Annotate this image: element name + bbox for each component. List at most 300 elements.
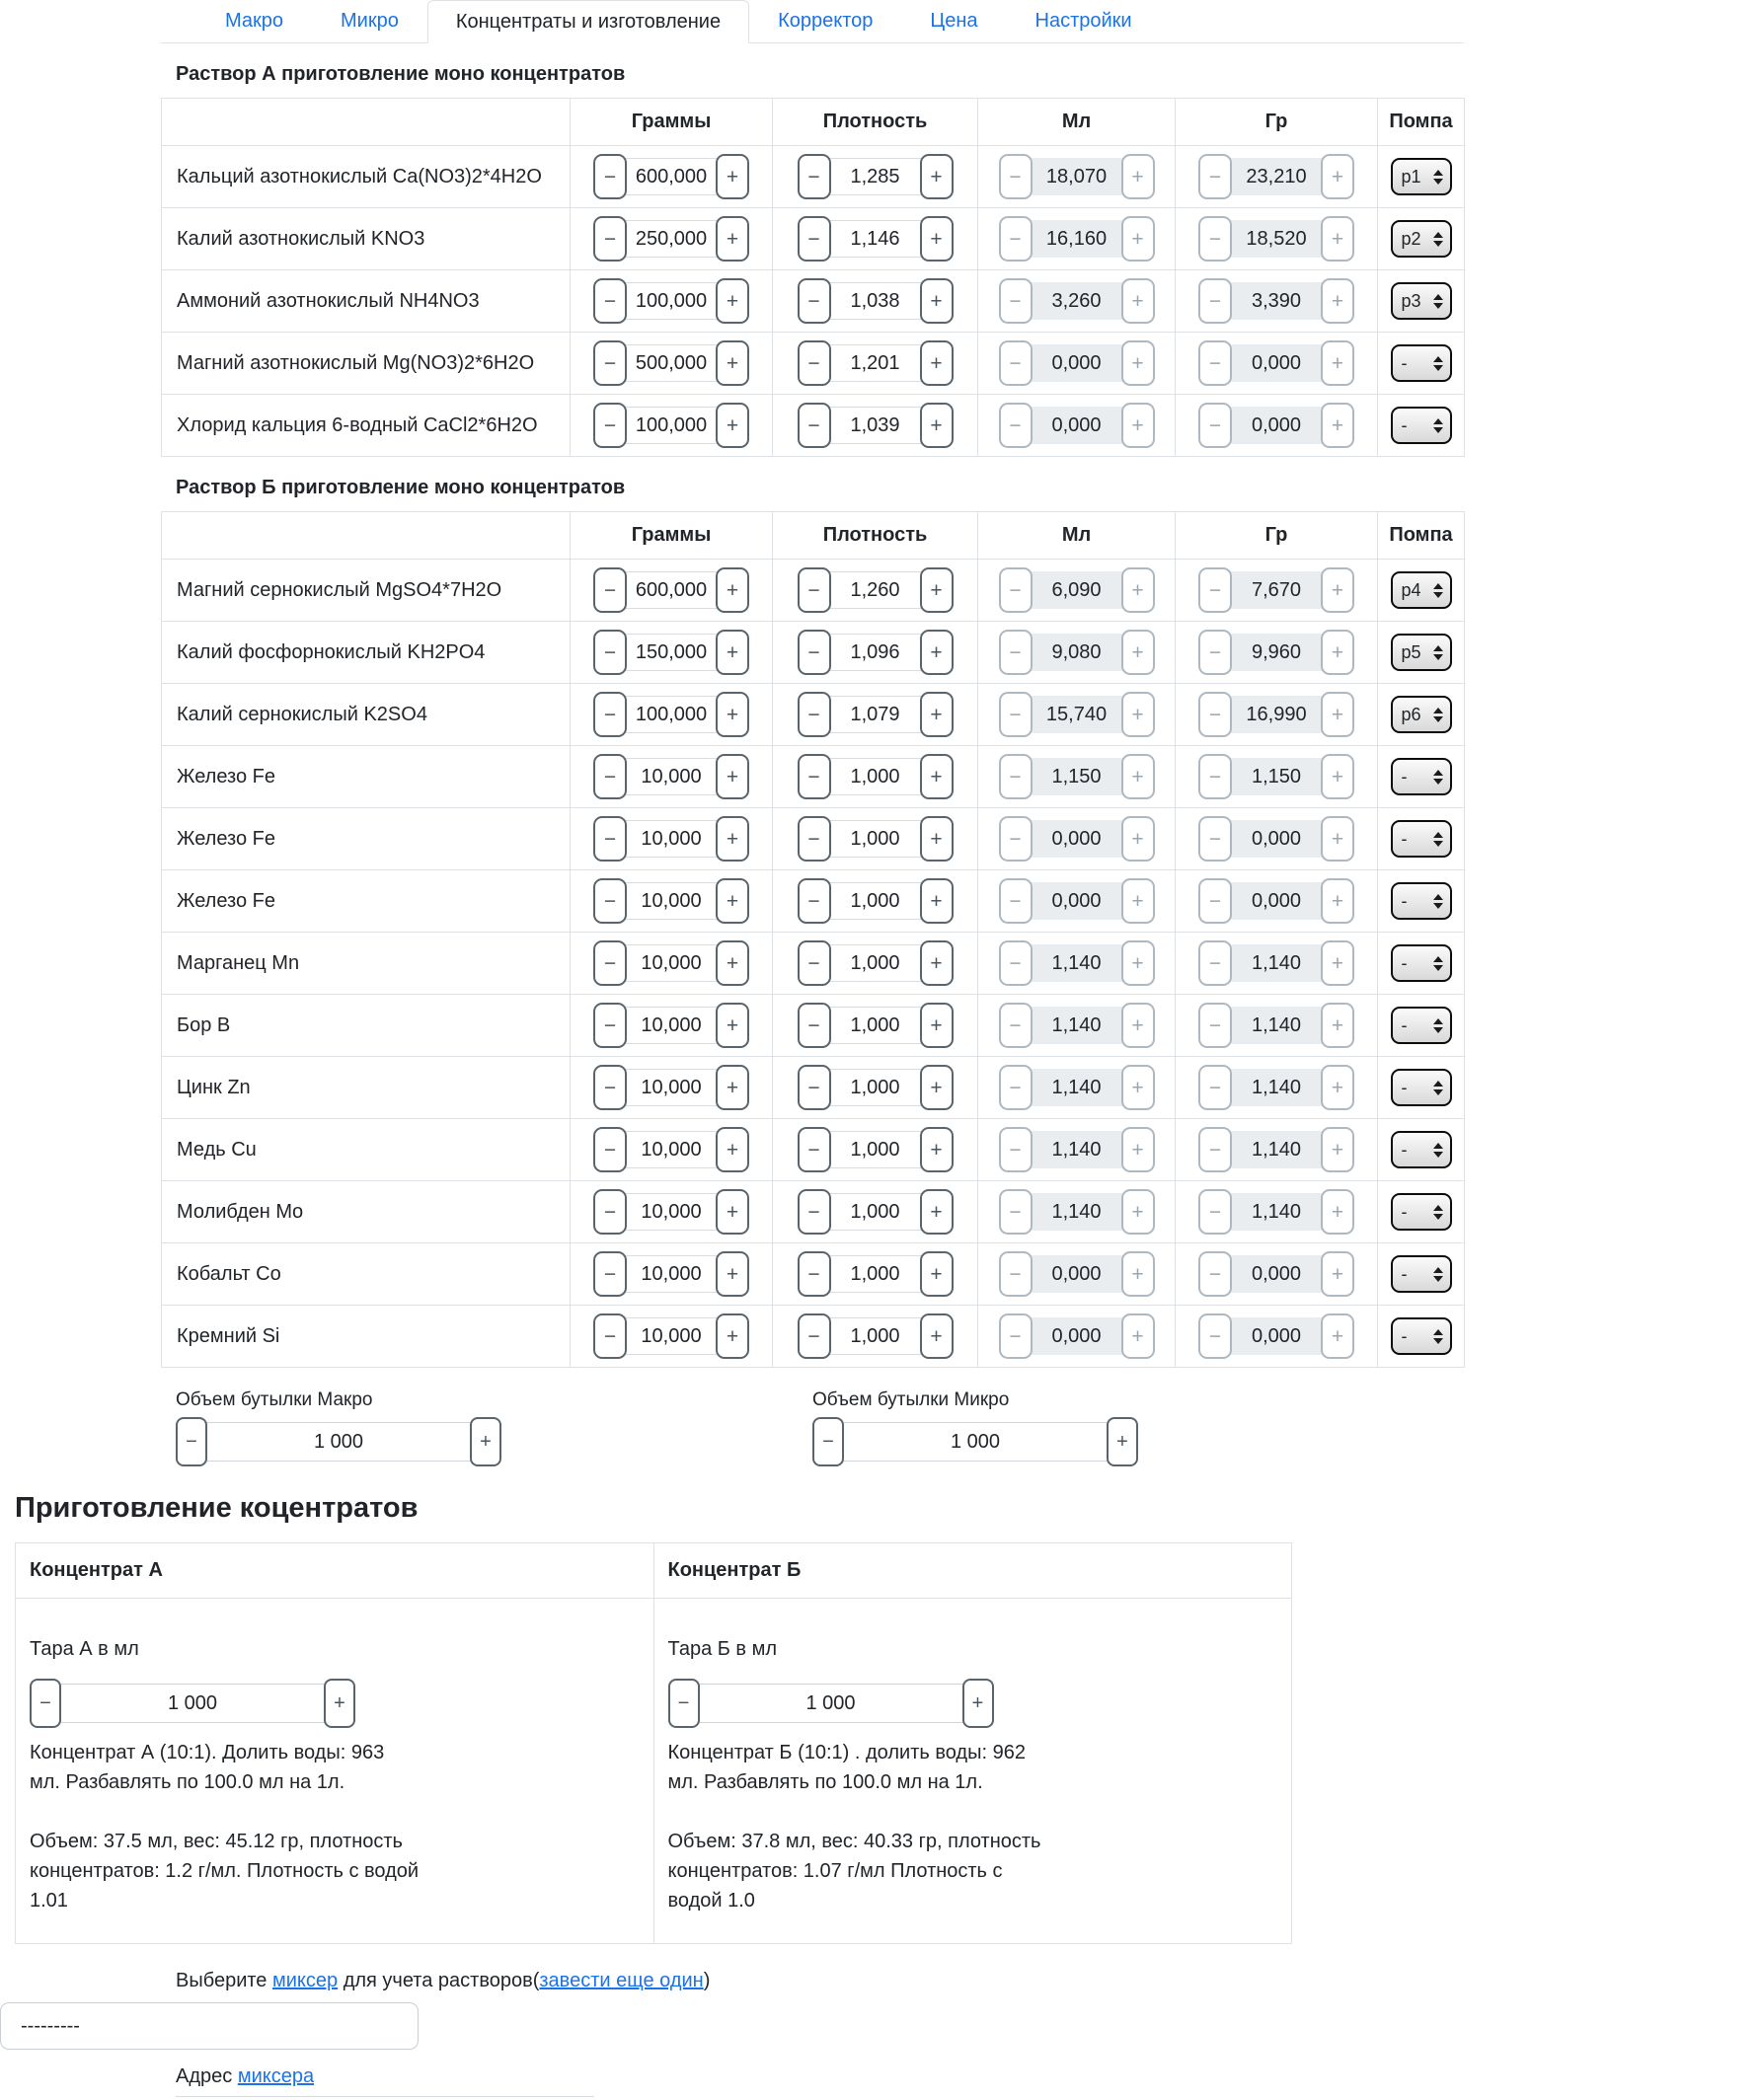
ml-increment-button[interactable]: + xyxy=(1121,1313,1155,1359)
gr-input xyxy=(1225,634,1328,671)
grams-stepper xyxy=(593,940,749,986)
tab-2[interactable]: Концентраты и изготовление xyxy=(427,0,749,43)
gr-decrement-button[interactable]: − xyxy=(1198,878,1232,924)
density-input[interactable] xyxy=(824,1193,927,1231)
gr-increment-button[interactable]: + xyxy=(1321,1003,1354,1048)
ml-stepper xyxy=(999,816,1155,862)
gr-stepper xyxy=(1198,340,1354,386)
ml-decrement-button[interactable]: − xyxy=(999,1003,1033,1048)
table-row xyxy=(162,1306,1465,1368)
density-decrement-button[interactable]: − xyxy=(798,630,831,675)
grams-increment-button[interactable]: + xyxy=(716,878,749,924)
ml-increment-button[interactable]: + xyxy=(1121,1251,1155,1297)
section-b-title: Раствор Б приготовление моно концентратов xyxy=(176,477,626,498)
grams-increment-button[interactable]: + xyxy=(716,754,749,799)
grams-increment-button[interactable]: + xyxy=(716,816,749,862)
tab-3[interactable]: Корректор xyxy=(778,10,874,32)
density-input[interactable] xyxy=(824,1131,927,1168)
grams-decrement-button[interactable]: − xyxy=(593,154,627,199)
grams-decrement-button[interactable]: − xyxy=(593,692,627,737)
density-stepper xyxy=(798,1251,954,1297)
grams-input[interactable] xyxy=(620,634,723,671)
grams-input[interactable] xyxy=(620,1193,723,1231)
density-increment-button[interactable]: + xyxy=(920,1313,954,1359)
grams-input[interactable] xyxy=(620,1131,723,1168)
ml-input xyxy=(1026,820,1128,858)
ml-increment-button[interactable]: + xyxy=(1121,816,1155,862)
grams-input[interactable] xyxy=(620,158,723,195)
grams-input[interactable] xyxy=(620,344,723,382)
gr-increment-button[interactable]: + xyxy=(1321,1313,1354,1359)
gr-decrement-button[interactable]: − xyxy=(1198,567,1232,613)
density-stepper xyxy=(798,1127,954,1172)
mixer-text: Выберите xyxy=(176,1970,272,1991)
gr-decrement-button[interactable]: − xyxy=(1198,1003,1232,1048)
gr-decrement-button[interactable]: − xyxy=(1198,754,1232,799)
tare-b-decrement-button[interactable]: − xyxy=(668,1679,700,1728)
ml-input xyxy=(1026,1131,1128,1168)
ml-increment-button[interactable]: + xyxy=(1121,1189,1155,1235)
density-input[interactable] xyxy=(824,282,927,320)
density-input[interactable] xyxy=(824,944,927,982)
density-increment-button[interactable]: + xyxy=(920,816,954,862)
table-row xyxy=(162,208,1465,270)
pump-select[interactable] xyxy=(1391,944,1452,982)
density-decrement-button[interactable]: − xyxy=(798,567,831,613)
gr-input xyxy=(1225,1255,1328,1293)
gr-increment-button[interactable]: + xyxy=(1321,878,1354,924)
substance-name: Калий фосфорнокислый KH2PO4 xyxy=(162,622,571,684)
substance-name: Кобальт Co xyxy=(162,1243,571,1306)
density-increment-button[interactable]: + xyxy=(920,567,954,613)
ml-increment-button[interactable]: + xyxy=(1121,692,1155,737)
ml-increment-button[interactable]: + xyxy=(1121,216,1155,262)
gr-decrement-button[interactable]: − xyxy=(1198,1251,1232,1297)
grams-decrement-button[interactable]: − xyxy=(593,1313,627,1359)
ml-decrement-button[interactable]: − xyxy=(999,1189,1033,1235)
substance-name: Железо Fe xyxy=(162,808,571,870)
grams-increment-button[interactable]: + xyxy=(716,1251,749,1297)
grams-decrement-button[interactable]: − xyxy=(593,1003,627,1048)
density-decrement-button[interactable]: − xyxy=(798,754,831,799)
column-header: Помпа xyxy=(1378,99,1465,146)
tare-b-increment-button[interactable]: + xyxy=(962,1679,994,1728)
ml-increment-button[interactable]: + xyxy=(1121,154,1155,199)
density-input[interactable] xyxy=(824,1255,927,1293)
table-row xyxy=(162,270,1465,333)
density-stepper xyxy=(798,816,954,862)
bottle-micro-stepper xyxy=(812,1417,1138,1466)
bottle-macro-increment-button[interactable]: + xyxy=(470,1417,501,1466)
density-decrement-button[interactable]: − xyxy=(798,692,831,737)
density-decrement-button[interactable]: − xyxy=(798,1313,831,1359)
gr-increment-button[interactable]: + xyxy=(1321,940,1354,986)
grams-input[interactable] xyxy=(620,758,723,795)
select-arrows-icon xyxy=(1433,356,1443,371)
grams-input[interactable] xyxy=(620,407,723,444)
pump-value: - xyxy=(1401,1014,1408,1035)
ml-increment-button[interactable]: + xyxy=(1121,754,1155,799)
grams-decrement-button[interactable]: − xyxy=(593,567,627,613)
grams-increment-button[interactable]: + xyxy=(716,940,749,986)
ml-increment-button[interactable]: + xyxy=(1121,1127,1155,1172)
bottle-micro-input[interactable] xyxy=(838,1422,1112,1462)
gr-increment-button[interactable]: + xyxy=(1321,1251,1354,1297)
gr-stepper xyxy=(1198,1189,1354,1235)
density-decrement-button[interactable]: − xyxy=(798,1127,831,1172)
bottle-micro-increment-button[interactable]: + xyxy=(1107,1417,1138,1466)
gr-decrement-button[interactable]: − xyxy=(1198,1065,1232,1110)
pump-value: - xyxy=(1401,1201,1408,1222)
ml-decrement-button[interactable]: − xyxy=(999,154,1033,199)
grams-increment-button[interactable]: + xyxy=(716,154,749,199)
tab-0[interactable]: Макро xyxy=(225,10,284,32)
gr-input xyxy=(1225,1193,1328,1231)
density-input[interactable] xyxy=(824,407,927,444)
grams-increment-button[interactable]: + xyxy=(716,1065,749,1110)
column-header: Мл xyxy=(978,512,1176,560)
density-input[interactable] xyxy=(824,1007,927,1044)
ml-input xyxy=(1026,882,1128,920)
grams-increment-button[interactable]: + xyxy=(716,1127,749,1172)
density-increment-button[interactable]: + xyxy=(920,340,954,386)
select-arrows-icon xyxy=(1433,832,1443,847)
density-stepper xyxy=(798,630,954,675)
select-arrows-icon xyxy=(1433,894,1443,909)
pump-select[interactable] xyxy=(1391,758,1452,795)
tare-a-increment-button[interactable]: + xyxy=(324,1679,355,1728)
density-input[interactable] xyxy=(824,220,927,258)
gr-input xyxy=(1225,571,1328,609)
grams-stepper xyxy=(593,692,749,737)
density-increment-button[interactable]: + xyxy=(920,1003,954,1048)
grams-input[interactable] xyxy=(620,1007,723,1044)
ml-decrement-button[interactable]: − xyxy=(999,1251,1033,1297)
grams-input[interactable] xyxy=(620,944,723,982)
grams-increment-button[interactable]: + xyxy=(716,340,749,386)
ml-decrement-button[interactable]: − xyxy=(999,940,1033,986)
table-row xyxy=(162,808,1465,870)
grams-increment-button[interactable]: + xyxy=(716,1313,749,1359)
gr-decrement-button[interactable]: − xyxy=(1198,403,1232,448)
density-increment-button[interactable]: + xyxy=(920,216,954,262)
tare-a-input[interactable] xyxy=(55,1684,330,1723)
grams-input[interactable] xyxy=(620,696,723,733)
ml-input xyxy=(1026,282,1128,320)
mixer-address-link[interactable]: миксера xyxy=(237,2065,315,2087)
substance-name: Кремний Si xyxy=(162,1306,571,1368)
gr-increment-button[interactable]: + xyxy=(1321,340,1354,386)
gr-increment-button[interactable]: + xyxy=(1321,630,1354,675)
grams-input[interactable] xyxy=(620,1317,723,1355)
preparation-table xyxy=(15,1542,1292,1944)
ml-decrement-button[interactable]: − xyxy=(999,1065,1033,1110)
grams-input[interactable] xyxy=(620,282,723,320)
grams-decrement-button[interactable]: − xyxy=(593,403,627,448)
density-decrement-button[interactable]: − xyxy=(798,216,831,262)
ml-decrement-button[interactable]: − xyxy=(999,340,1033,386)
density-increment-button[interactable]: + xyxy=(920,1251,954,1297)
ml-increment-button[interactable]: + xyxy=(1121,1003,1155,1048)
ml-stepper xyxy=(999,1189,1155,1235)
mixer-link[interactable]: миксер xyxy=(271,1970,339,1991)
density-input[interactable] xyxy=(824,1317,927,1355)
gr-increment-button[interactable]: + xyxy=(1321,154,1354,199)
bottle-macro-input[interactable] xyxy=(201,1422,476,1462)
grams-decrement-button[interactable]: − xyxy=(593,1251,627,1297)
density-decrement-button[interactable]: − xyxy=(798,1189,831,1235)
ml-decrement-button[interactable]: − xyxy=(999,878,1033,924)
density-decrement-button[interactable]: − xyxy=(798,940,831,986)
select-arrows-icon xyxy=(1433,956,1443,971)
pump-select[interactable] xyxy=(1391,696,1452,733)
mixer-select[interactable] xyxy=(0,2002,419,2050)
ml-stepper xyxy=(999,1065,1155,1110)
pump-select[interactable] xyxy=(1391,820,1452,858)
mixer-text: ) xyxy=(703,1970,711,1991)
ml-stepper xyxy=(999,1127,1155,1172)
density-input[interactable] xyxy=(824,758,927,795)
density-input[interactable] xyxy=(824,158,927,195)
density-increment-button[interactable]: + xyxy=(920,878,954,924)
ml-input xyxy=(1026,696,1128,733)
ml-decrement-button[interactable]: − xyxy=(999,216,1033,262)
ml-decrement-button[interactable]: − xyxy=(999,403,1033,448)
grams-increment-button[interactable]: + xyxy=(716,630,749,675)
grams-input[interactable] xyxy=(620,571,723,609)
density-decrement-button[interactable]: − xyxy=(798,154,831,199)
grams-decrement-button[interactable]: − xyxy=(593,216,627,262)
pump-select[interactable] xyxy=(1391,220,1452,258)
ml-stepper xyxy=(999,278,1155,324)
tab-1[interactable]: Микро xyxy=(341,10,399,32)
grams-decrement-button[interactable]: − xyxy=(593,340,627,386)
grams-increment-button[interactable]: + xyxy=(716,1003,749,1048)
density-input[interactable] xyxy=(824,696,927,733)
ml-decrement-button[interactable]: − xyxy=(999,567,1033,613)
pump-select[interactable] xyxy=(1391,634,1452,671)
ml-increment-button[interactable]: + xyxy=(1121,630,1155,675)
grams-input[interactable] xyxy=(620,820,723,858)
ml-stepper xyxy=(999,1313,1155,1359)
ml-decrement-button[interactable]: − xyxy=(999,754,1033,799)
ml-increment-button[interactable]: + xyxy=(1121,878,1155,924)
bottle-macro-decrement-button[interactable]: − xyxy=(176,1417,207,1466)
gr-increment-button[interactable]: + xyxy=(1321,278,1354,324)
grams-increment-button[interactable]: + xyxy=(716,403,749,448)
density-increment-button[interactable]: + xyxy=(920,278,954,324)
ml-increment-button[interactable]: + xyxy=(1121,340,1155,386)
pump-select[interactable] xyxy=(1391,1255,1452,1293)
gr-increment-button[interactable]: + xyxy=(1321,692,1354,737)
gr-increment-button[interactable]: + xyxy=(1321,403,1354,448)
bottle-macro-stepper xyxy=(176,1417,501,1466)
gr-decrement-button[interactable]: − xyxy=(1198,1189,1232,1235)
gr-increment-button[interactable]: + xyxy=(1321,1127,1354,1172)
grams-stepper xyxy=(593,1065,749,1110)
ml-decrement-button[interactable]: − xyxy=(999,278,1033,324)
pump-select[interactable] xyxy=(1391,158,1452,195)
ml-decrement-button[interactable]: − xyxy=(999,630,1033,675)
density-increment-button[interactable]: + xyxy=(920,1065,954,1110)
pump-select[interactable] xyxy=(1391,1069,1452,1106)
select-arrows-icon xyxy=(1433,232,1443,247)
pump-value: - xyxy=(1401,890,1408,911)
grams-increment-button[interactable]: + xyxy=(716,692,749,737)
solution-a-table xyxy=(161,98,1465,457)
density-increment-button[interactable]: + xyxy=(920,403,954,448)
gr-stepper xyxy=(1198,1127,1354,1172)
grams-increment-button[interactable]: + xyxy=(716,278,749,324)
grams-decrement-button[interactable]: − xyxy=(593,878,627,924)
grams-decrement-button[interactable]: − xyxy=(593,630,627,675)
grams-decrement-button[interactable]: − xyxy=(593,1189,627,1235)
pump-select[interactable] xyxy=(1391,882,1452,920)
ml-input xyxy=(1026,158,1128,195)
density-increment-button[interactable]: + xyxy=(920,754,954,799)
density-input[interactable] xyxy=(824,571,927,609)
column-header-empty xyxy=(162,512,571,560)
gr-increment-button[interactable]: + xyxy=(1321,1065,1354,1110)
density-increment-button[interactable]: + xyxy=(920,630,954,675)
density-input[interactable] xyxy=(824,882,927,920)
gr-decrement-button[interactable]: − xyxy=(1198,278,1232,324)
density-decrement-button[interactable]: − xyxy=(798,1003,831,1048)
density-decrement-button[interactable]: − xyxy=(798,878,831,924)
density-decrement-button[interactable]: − xyxy=(798,816,831,862)
ml-increment-button[interactable]: + xyxy=(1121,1065,1155,1110)
pump-select[interactable] xyxy=(1391,1317,1452,1355)
density-input[interactable] xyxy=(824,1069,927,1106)
table-row xyxy=(162,333,1465,395)
gr-decrement-button[interactable]: − xyxy=(1198,940,1232,986)
gr-decrement-button[interactable]: − xyxy=(1198,154,1232,199)
grams-stepper xyxy=(593,403,749,448)
select-arrows-icon xyxy=(1433,1267,1443,1282)
pump-select[interactable] xyxy=(1391,1193,1452,1231)
pump-select[interactable] xyxy=(1391,1007,1452,1044)
gr-decrement-button[interactable]: − xyxy=(1198,1313,1232,1359)
density-input[interactable] xyxy=(824,634,927,671)
grams-increment-button[interactable]: + xyxy=(716,216,749,262)
density-input[interactable] xyxy=(824,344,927,382)
grams-increment-button[interactable]: + xyxy=(716,567,749,613)
grams-input[interactable] xyxy=(620,1255,723,1293)
gr-increment-button[interactable]: + xyxy=(1321,1189,1354,1235)
gr-decrement-button[interactable]: − xyxy=(1198,216,1232,262)
ml-stepper xyxy=(999,1003,1155,1048)
gr-increment-button[interactable]: + xyxy=(1321,816,1354,862)
gr-increment-button[interactable]: + xyxy=(1321,567,1354,613)
density-decrement-button[interactable]: − xyxy=(798,403,831,448)
gr-decrement-button[interactable]: − xyxy=(1198,630,1232,675)
pump-value: p1 xyxy=(1401,166,1421,187)
grams-input[interactable] xyxy=(620,1069,723,1106)
grams-decrement-button[interactable]: − xyxy=(593,1065,627,1110)
ml-input xyxy=(1026,634,1128,671)
gr-stepper xyxy=(1198,216,1354,262)
bottle-micro-decrement-button[interactable]: − xyxy=(812,1417,844,1466)
grams-decrement-button[interactable]: − xyxy=(593,1127,627,1172)
tare-a-decrement-button[interactable]: − xyxy=(30,1679,61,1728)
substance-name: Калий азотнокислый KNO3 xyxy=(162,208,571,270)
grams-decrement-button[interactable]: − xyxy=(593,940,627,986)
density-input[interactable] xyxy=(824,820,927,858)
pump-select[interactable] xyxy=(1391,571,1452,609)
density-decrement-button[interactable]: − xyxy=(798,278,831,324)
pump-select[interactable] xyxy=(1391,344,1452,382)
pump-value: p2 xyxy=(1401,228,1421,249)
grams-stepper xyxy=(593,1127,749,1172)
pump-value: p6 xyxy=(1401,704,1421,724)
ml-increment-button[interactable]: + xyxy=(1121,278,1155,324)
ml-increment-button[interactable]: + xyxy=(1121,403,1155,448)
gr-decrement-button[interactable]: − xyxy=(1198,340,1232,386)
pump-value: - xyxy=(1401,1077,1408,1097)
substance-name: Железо Fe xyxy=(162,870,571,933)
gr-increment-button[interactable]: + xyxy=(1321,754,1354,799)
grams-decrement-button[interactable]: − xyxy=(593,816,627,862)
ml-decrement-button[interactable]: − xyxy=(999,816,1033,862)
density-increment-button[interactable]: + xyxy=(920,692,954,737)
gr-decrement-button[interactable]: − xyxy=(1198,692,1232,737)
pump-value: p5 xyxy=(1401,641,1421,662)
create-mixer-link[interactable]: завести еще один xyxy=(539,1970,704,1991)
ml-input xyxy=(1026,1193,1128,1231)
ml-decrement-button[interactable]: − xyxy=(999,692,1033,737)
pump-value: - xyxy=(1401,352,1408,373)
pump-select[interactable] xyxy=(1391,282,1452,320)
tab-4[interactable]: Цена xyxy=(930,10,978,32)
grams-input[interactable] xyxy=(620,220,723,258)
density-decrement-button[interactable]: − xyxy=(798,1065,831,1110)
pump-select[interactable] xyxy=(1391,407,1452,444)
gr-decrement-button[interactable]: − xyxy=(1198,816,1232,862)
select-arrows-icon xyxy=(1433,645,1443,660)
ml-decrement-button[interactable]: − xyxy=(999,1313,1033,1359)
grams-stepper xyxy=(593,278,749,324)
gr-decrement-button[interactable]: − xyxy=(1198,1127,1232,1172)
ml-stepper xyxy=(999,216,1155,262)
density-increment-button[interactable]: + xyxy=(920,1127,954,1172)
grams-input[interactable] xyxy=(620,882,723,920)
density-increment-button[interactable]: + xyxy=(920,940,954,986)
ml-increment-button[interactable]: + xyxy=(1121,940,1155,986)
mixer-address-input[interactable] xyxy=(176,2096,594,2100)
density-decrement-button[interactable]: − xyxy=(798,1251,831,1297)
select-arrows-icon xyxy=(1433,418,1443,433)
tare-b-input[interactable] xyxy=(694,1684,968,1723)
density-increment-button[interactable]: + xyxy=(920,1189,954,1235)
ml-increment-button[interactable]: + xyxy=(1121,567,1155,613)
tab-5[interactable]: Настройки xyxy=(1034,10,1132,32)
ml-decrement-button[interactable]: − xyxy=(999,1127,1033,1172)
grams-stepper xyxy=(593,1189,749,1235)
gr-increment-button[interactable]: + xyxy=(1321,216,1354,262)
preparation-title: Приготовление коцентратов xyxy=(15,1492,419,1524)
pump-select[interactable] xyxy=(1391,1131,1452,1168)
density-stepper xyxy=(798,1189,954,1235)
grams-increment-button[interactable]: + xyxy=(716,1189,749,1235)
density-increment-button[interactable]: + xyxy=(920,154,954,199)
grams-decrement-button[interactable]: − xyxy=(593,754,627,799)
density-stepper xyxy=(798,278,954,324)
concentrate-a-volume-text: Объем: 37.5 мл, вес: 45.12 гр, плотность концентратов: 1.2 г/мл. Плотность с водой 1.01 xyxy=(30,1831,420,1912)
grams-decrement-button[interactable]: − xyxy=(593,278,627,324)
grams-stepper xyxy=(593,754,749,799)
density-stepper xyxy=(798,403,954,448)
density-decrement-button[interactable]: − xyxy=(798,340,831,386)
